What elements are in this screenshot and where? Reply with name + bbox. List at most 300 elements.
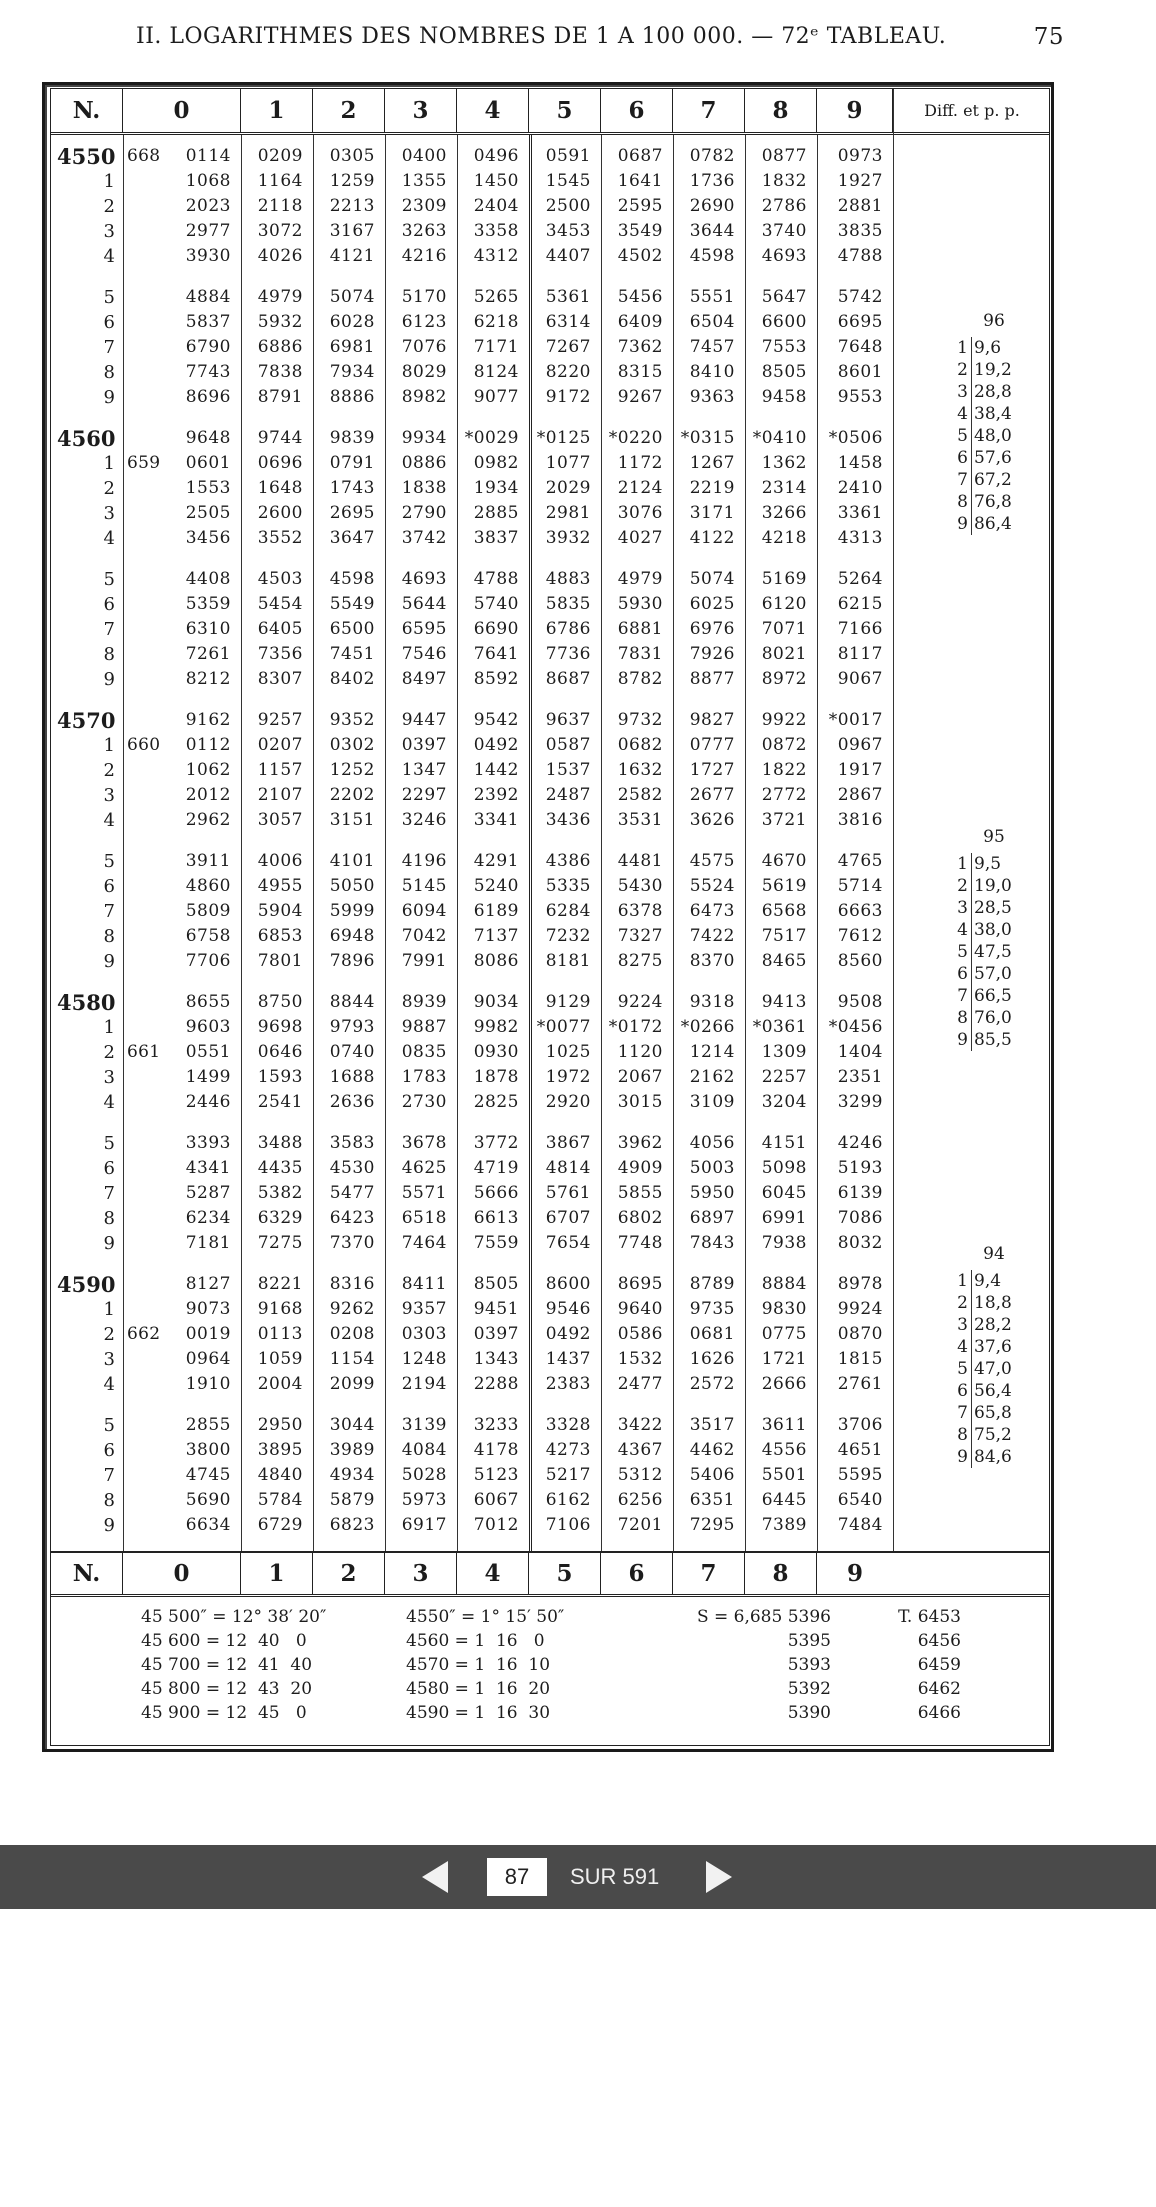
table-cell [241,220,313,243]
table-cell [673,452,745,475]
row-number: 8 [103,362,115,383]
cell-value: 4216 [401,246,447,266]
cell-value: 5619 [761,876,807,896]
diff-key: 6 [954,447,972,469]
cell-value: 2695 [329,503,375,523]
cell-value: 7106 [545,1515,591,1535]
cell-value: 0973 [837,146,883,166]
cell-value: 3740 [761,221,807,241]
cell-value: 6690 [473,619,519,639]
row-number: 9 [103,1515,115,1536]
cell-value: 6540 [837,1490,883,1510]
diff-key: 9 [954,1029,972,1051]
cell-value: 0551 [185,1042,231,1062]
cell-value: 1688 [329,1067,375,1087]
cell-value: 5784 [257,1490,303,1510]
diff-value: 75,2 [974,1425,1012,1445]
table-cell [123,1373,241,1396]
table-cell [817,361,893,384]
header-col-5: 5 [529,89,601,132]
footer-line: 5392 [787,1679,831,1699]
table-cell [673,170,745,193]
cell-value: 3151 [329,810,375,830]
cell-value: 6500 [329,619,375,639]
cell-value: 9546 [545,1299,591,1319]
cell-value: 4408 [185,569,231,589]
cell-value: 7042 [401,926,447,946]
table-cell [673,950,745,973]
cell-value: 3932 [545,528,591,548]
cell-value: 2636 [329,1092,375,1112]
row-number: 6 [103,1158,115,1179]
diff-row [946,1446,1042,1468]
diff-row [946,1314,1042,1336]
table-cell [745,809,817,832]
table-cell [123,734,241,757]
diff-key: 7 [954,1402,972,1424]
footer-line: 6466 [917,1703,961,1723]
table-cell [457,502,529,525]
cell-value: 7457 [689,337,735,357]
table-cell [313,1207,385,1230]
table-cell [385,145,457,168]
table-cell [241,336,313,359]
row-number: 4580 [57,990,116,1015]
table-cell [817,1514,893,1537]
cell-value: 1059 [257,1349,303,1369]
row-number: 4570 [57,708,116,733]
table-cell [673,734,745,757]
footer-line: 45 700 = 12 41 40 [141,1655,313,1675]
header-col-5: 5 [529,1553,601,1594]
cell-value: 0492 [473,735,519,755]
cell-value: 4884 [185,287,231,307]
table-cell [313,1091,385,1114]
table-cell [385,1373,457,1396]
diff-head: 96 [983,311,1005,331]
table-cell [817,1273,893,1296]
cell-value: 5571 [401,1183,447,1203]
cell-value: 1347 [401,760,447,780]
table-cell [817,311,893,334]
table-cell [457,195,529,218]
cell-value: 4407 [545,246,591,266]
diff-head: 94 [983,1244,1005,1264]
cell-value: 4883 [545,569,591,589]
cell-value: 0740 [329,1042,375,1062]
cell-value: 5098 [761,1158,807,1178]
table-cell [673,1439,745,1462]
table-cell [313,1066,385,1089]
table-cell [123,1348,241,1371]
table-cell [529,286,601,309]
cell-value: 0782 [689,146,735,166]
table-cell [601,1323,673,1346]
cell-value: 6409 [617,312,663,332]
cell-value: 8117 [837,644,883,664]
cell-value: 3044 [329,1415,375,1435]
cell-value: 4670 [761,851,807,871]
cell-value: 3930 [185,246,231,266]
cell-value: 5050 [329,876,375,896]
diff-value: 9,4 [974,1271,1002,1291]
table-cell [457,1298,529,1321]
table-cell [529,452,601,475]
cell-value: 4481 [617,851,663,871]
diff-key: 4 [954,1336,972,1358]
table-cell [601,245,673,268]
diff-row [946,359,1042,381]
diff-key: 4 [954,919,972,941]
table-cell [673,145,745,168]
triangle-left-icon[interactable] [420,1859,450,1895]
diff-value: 84,6 [974,1447,1012,1467]
table-cell [241,668,313,691]
cell-value: 0113 [257,1324,303,1344]
cell-value: 6504 [689,312,735,332]
cell-value: 6729 [257,1515,303,1535]
cell-value: 0591 [545,146,591,166]
table-cell [123,145,241,168]
table-cell [241,875,313,898]
table-cell [601,850,673,873]
table-cell [457,311,529,334]
cell-value: 9363 [689,387,735,407]
header-col-2: 2 [313,1553,385,1594]
table-cell [313,1489,385,1512]
table-cell [241,386,313,409]
table-cell [745,643,817,666]
cell-value: 4503 [257,569,303,589]
cell-value: 8124 [473,362,519,382]
cell-value: 2194 [401,1374,447,1394]
table-cell [601,618,673,641]
table-cell [673,427,745,450]
table-row [51,477,921,500]
cell-value: 8600 [545,1274,591,1294]
row-number: 8 [103,926,115,947]
table-cell [673,1157,745,1180]
diff-value: 65,8 [974,1403,1012,1423]
cell-value: 1120 [617,1042,663,1062]
table-cell [313,709,385,732]
cell-value: 6853 [257,926,303,946]
cell-value: 5193 [837,1158,883,1178]
table-cell [457,1323,529,1346]
cell-value: 9637 [545,710,591,730]
cell-value: 7275 [257,1233,303,1253]
cell-value: 2920 [545,1092,591,1112]
cell-value: 3989 [329,1440,375,1460]
cell-value: 1442 [473,760,519,780]
table-cell [385,170,457,193]
header-col-1: 1 [241,1553,313,1594]
cell-value: 4196 [401,851,447,871]
row-number: 5 [103,851,115,872]
table-cell [385,286,457,309]
table-cell [457,618,529,641]
table-cell [313,875,385,898]
cell-value: 3742 [401,528,447,548]
table-cell [601,336,673,359]
cell-value: 7648 [837,337,883,357]
table-row [51,734,921,757]
cell-value: 1437 [545,1349,591,1369]
table-cell [817,1157,893,1180]
table-cell [601,1132,673,1155]
cell-value: 4979 [257,287,303,307]
table-cell [529,427,601,450]
cell-value: 6613 [473,1208,519,1228]
table-cell [385,361,457,384]
cell-value: 0791 [329,453,375,473]
cell-value: 3816 [837,810,883,830]
table-cell [123,386,241,409]
table-cell [817,386,893,409]
cell-value: 4122 [689,528,735,548]
table-cell [385,991,457,1014]
table-cell [457,950,529,973]
table-cell [601,1373,673,1396]
table-cell [457,1066,529,1089]
diff-key: 3 [954,381,972,403]
cell-value: 2029 [545,478,591,498]
cell-value: 1259 [329,171,375,191]
cell-value: 1062 [185,760,231,780]
cell-value: 4291 [473,851,519,871]
table-cell [457,145,529,168]
cell-value: 4246 [837,1133,883,1153]
cell-value: 8782 [617,669,663,689]
header-col-3: 3 [385,89,457,132]
table-cell [601,1489,673,1512]
row-number: 1 [103,1017,115,1038]
table-cell [817,1439,893,1462]
cell-value: 7843 [689,1233,735,1253]
cell-value: 0586 [617,1324,663,1344]
table-cell [529,734,601,757]
table-cell [745,1298,817,1321]
table-cell [313,1157,385,1180]
table-cell [673,1373,745,1396]
table-cell [745,568,817,591]
header-col-1: 1 [241,89,313,132]
triangle-right-icon[interactable] [704,1859,734,1895]
table-cell [529,1207,601,1230]
cell-value: 9067 [837,669,883,689]
cell-value: 8982 [401,387,447,407]
cell-value: 1910 [185,1374,231,1394]
table-cell [673,1207,745,1230]
cell-value: 2677 [689,785,735,805]
cell-value: 8370 [689,951,735,971]
cell-value: 9922 [761,710,807,730]
cell-value: 6802 [617,1208,663,1228]
table-cell [817,1489,893,1512]
cell-value: 2257 [761,1067,807,1087]
table-cell [601,593,673,616]
table-cell [241,1373,313,1396]
header-diff: Diff. et p. p. [924,101,1020,120]
table-cell [745,386,817,409]
table-cell [745,311,817,334]
table-cell [385,1273,457,1296]
diff-head: 95 [983,827,1005,847]
table-cell [601,643,673,666]
cell-value: 7612 [837,926,883,946]
cell-value: *0456 [828,1017,883,1037]
table-cell [123,875,241,898]
cell-value: 6473 [689,901,735,921]
cell-value: 6634 [185,1515,231,1535]
diff-key: 2 [954,359,972,381]
table-cell [817,1232,893,1255]
cell-value: 6256 [617,1490,663,1510]
table-row [51,220,921,243]
table-cell [123,477,241,500]
table-cell [745,170,817,193]
table-cell [601,900,673,923]
cell-value: 5666 [473,1183,519,1203]
table-cell [601,195,673,218]
cell-value: 2500 [545,196,591,216]
table-row [51,668,921,691]
cell-value: 2881 [837,196,883,216]
cell-value: 4598 [689,246,735,266]
table-cell [601,991,673,1014]
table-cell [123,1207,241,1230]
cell-value: 7327 [617,926,663,946]
table-row [51,593,921,616]
table-cell [241,734,313,757]
diff-row [946,941,1042,963]
table-cell [673,991,745,1014]
table-cell [313,643,385,666]
header-col-8: 8 [745,1553,817,1594]
cell-value: 5145 [401,876,447,896]
table-cell [817,875,893,898]
diff-key: 1 [954,337,972,359]
header-col-7: 7 [673,89,745,132]
table-cell [601,568,673,591]
cell-value: 0397 [473,1324,519,1344]
table-row [51,311,921,334]
diff-row [946,1358,1042,1380]
cell-value: 1154 [329,1349,375,1369]
cell-value: 0114 [185,146,231,166]
diff-block [946,827,1042,1051]
cell-value: 7641 [473,644,519,664]
table-cell [601,1232,673,1255]
cell-value: 3171 [689,503,735,523]
diff-value: 9,6 [974,338,1002,358]
cell-value: 3204 [761,1092,807,1112]
table-cell [601,452,673,475]
table-cell [241,311,313,334]
cell-value: 3422 [617,1415,663,1435]
cell-value: 5742 [837,287,883,307]
cell-value: 0982 [473,453,519,473]
cell-value: 9934 [401,428,447,448]
cell-value: 5904 [257,901,303,921]
table-cell [817,1298,893,1321]
cell-value: 7012 [473,1515,519,1535]
cell-value: 6758 [185,926,231,946]
cell-value: 6886 [257,337,303,357]
cell-value: 3341 [473,810,519,830]
table-cell [385,593,457,616]
table-cell [385,1439,457,1462]
cell-value: 2219 [689,478,735,498]
diff-value: 67,2 [974,470,1012,490]
cell-value: *0361 [752,1017,807,1037]
cell-value: 0601 [185,453,231,473]
table-cell [241,286,313,309]
table-cell [457,1041,529,1064]
table-cell [745,1232,817,1255]
cell-value: 6025 [689,594,735,614]
header-col-6: 6 [601,89,673,132]
diff-row [946,1380,1042,1402]
table-cell [673,336,745,359]
page-number-input[interactable]: 87 [487,1858,547,1896]
footer-line: 6462 [917,1679,961,1699]
cell-value: 6284 [545,901,591,921]
cell-value: 7232 [545,926,591,946]
cell-value: 9839 [329,428,375,448]
table-cell [457,850,529,873]
cell-value: 8316 [329,1274,375,1294]
table-cell [385,1489,457,1512]
cell-value: 3911 [185,851,231,871]
cell-value: 9603 [185,1017,231,1037]
cell-value: 1721 [761,1349,807,1369]
cell-value: 5217 [545,1465,591,1485]
table-cell [385,452,457,475]
row-number: 3 [103,503,115,524]
cell-value: 5740 [473,594,519,614]
table-cell [241,502,313,525]
table-cell [123,1066,241,1089]
table-cell [313,809,385,832]
cell-value: 4745 [185,1465,231,1485]
cell-value: 5999 [329,901,375,921]
cell-value: 6707 [545,1208,591,1228]
table-row [51,1514,921,1537]
cell-value: 9744 [257,428,303,448]
table-cell [385,709,457,732]
cell-value: 8789 [689,1274,735,1294]
cell-value: 6991 [761,1208,807,1228]
cell-value: 3552 [257,528,303,548]
row-number: 2 [103,478,115,499]
cell-value: 2124 [617,478,663,498]
table-cell [745,668,817,691]
cell-value: 9982 [473,1017,519,1037]
cell-value: 9458 [761,387,807,407]
cell-value: 8844 [329,992,375,1012]
table-cell [457,925,529,948]
table-cell [241,850,313,873]
cell-value: 2118 [257,196,303,216]
cell-value: 1743 [329,478,375,498]
table-cell [313,1273,385,1296]
cell-value: 8220 [545,362,591,382]
cell-value: 4575 [689,851,735,871]
row-number: 8 [103,644,115,665]
table-cell [673,220,745,243]
cell-value: 1878 [473,1067,519,1087]
